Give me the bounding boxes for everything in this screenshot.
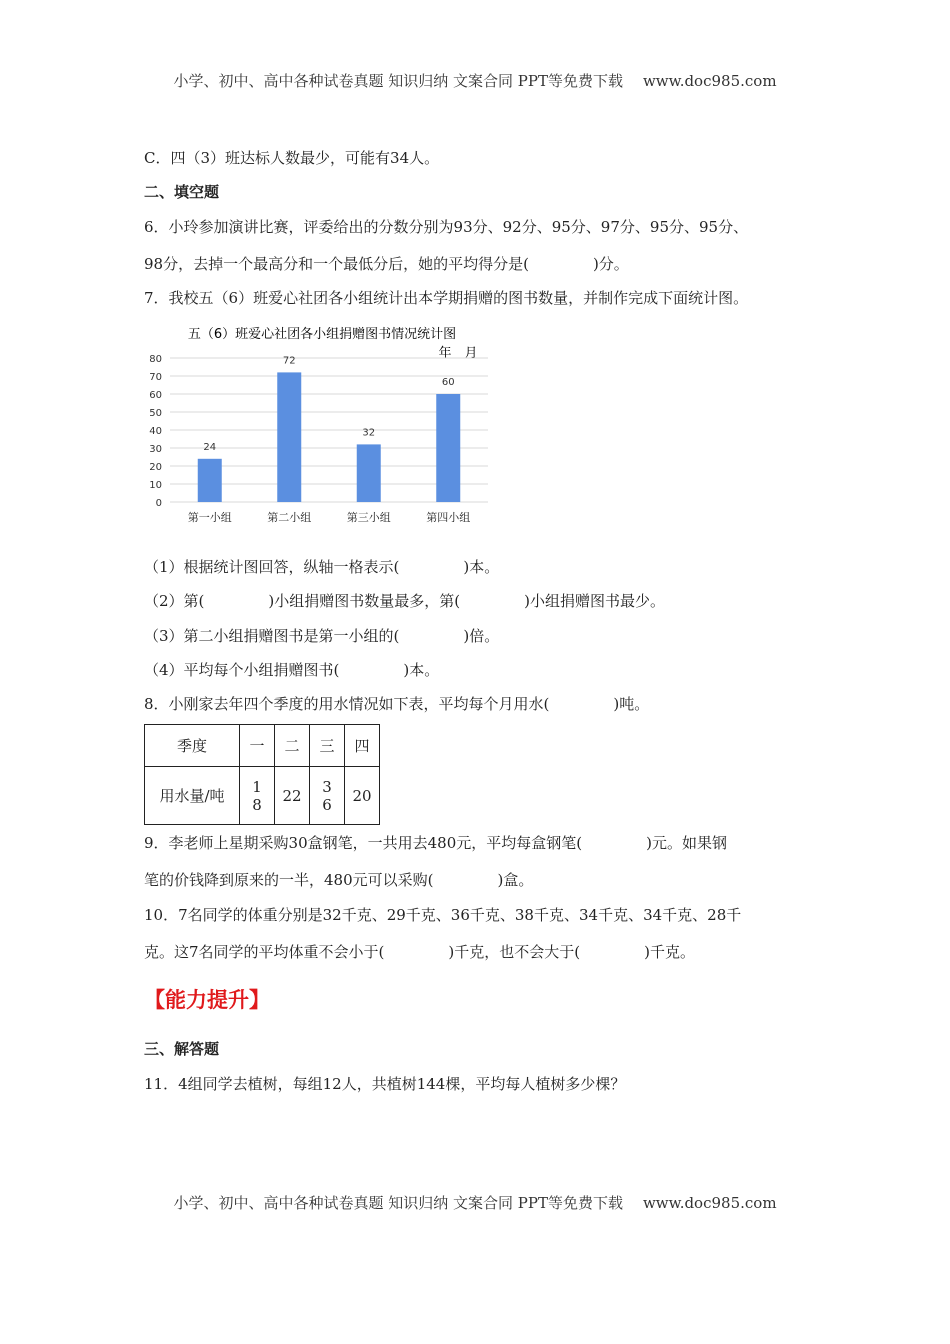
question-9: 9．李老师上星期采购30盒钢笔，一共用去480元，平均每盒钢笔( )元。如果钢 [144, 834, 727, 852]
table-cell: 3 6 [310, 767, 345, 825]
data-label: 72 [282, 355, 296, 367]
question-7-4: （4）平均每个小组捐赠图书( )本。 [144, 661, 440, 679]
y-tick-label: 80 [149, 354, 162, 365]
ability-heading: 【能力提升】 [144, 988, 270, 1012]
y-tick-label: 40 [149, 426, 162, 437]
bar [277, 372, 301, 502]
chart-title: 五（6）班爱心社团各小组捐赠图书情况统计图 [187, 327, 457, 342]
data-label: 60 [441, 377, 455, 388]
question-7: 7．我校五（6）班爱心社团各小组统计出本学期捐赠的图书数量，并制作完成下面统计图。 [144, 289, 749, 307]
question-8: 8．小刚家去年四个季度的用水情况如下表，平均每个月用水( )吨。 [144, 695, 650, 713]
footer-url[interactable]: www.doc985.com [642, 1194, 777, 1212]
y-tick-label: 50 [149, 408, 162, 419]
y-tick-label: 30 [149, 444, 162, 455]
header-text: 小学、初中、高中各种试卷真题 知识归纳 文案合同 PPT等免费下载 [173, 72, 623, 90]
table-header: 四 [345, 725, 380, 767]
bar [357, 444, 381, 502]
chart-subtitle: 年 月 [438, 346, 478, 361]
y-tick-label: 60 [149, 390, 162, 401]
y-tick-label: 0 [155, 498, 162, 509]
question-7-1: （1）根据统计图回答，纵轴一格表示( )本。 [144, 558, 500, 576]
section-title: 三、解答题 [144, 1040, 220, 1058]
question-6: 6．小玲参加演讲比赛，评委给出的分数分别为93分、92分、95分、97分、95分、95分、 [144, 218, 749, 236]
page-footer [0, 1192, 950, 1213]
bar-chart [140, 320, 500, 530]
x-tick-label: 第三小组 [346, 511, 391, 524]
y-tick-label: 10 [149, 480, 162, 491]
question-7-2: （2）第( )小组捐赠图书数量最多，第( )小组捐赠图书最少。 [144, 592, 665, 610]
y-tick-label: 20 [149, 462, 162, 473]
question-9-cont: 笔的价钱降到原来的一半，480元可以采购( )盒。 [144, 871, 534, 889]
table-header: 二 [275, 725, 310, 767]
bar [198, 459, 222, 502]
table-cell: 1 8 [240, 767, 275, 825]
x-tick-label: 第二小组 [267, 511, 312, 524]
question-11: 11．4组同学去植树，每组12人，共植树144棵，平均每人植树多少棵？ [144, 1075, 626, 1093]
option-c: C．四（3）班达标人数最少，可能有34人。 [144, 149, 440, 167]
bar [436, 394, 460, 502]
x-tick-label: 第一小组 [187, 511, 232, 524]
question-10: 10．7名同学的体重分别是32千克、29千克、36千克、38千克、34千克、34千克、28千 [144, 906, 742, 924]
question-6-cont: 98分，去掉一个最高分和一个最低分后，她的平均得分是( )分。 [144, 255, 629, 273]
table-header: 一 [240, 725, 275, 767]
data-label: 32 [362, 427, 376, 439]
footer-text: 小学、初中、高中各种试卷真题 知识归纳 文案合同 PPT等免费下载 [173, 1194, 623, 1212]
header-url[interactable]: www.doc985.com [642, 72, 777, 90]
y-tick-label: 70 [149, 372, 162, 383]
water-usage-table [144, 724, 380, 825]
table-header: 三 [310, 725, 345, 767]
question-7-3: （3）第二小组捐赠图书是第一小组的( )倍。 [144, 627, 500, 645]
question-10-cont: 克。这7名同学的平均体重不会小于( )千克，也不会大于( )千克。 [144, 943, 695, 961]
x-tick-label: 第四小组 [426, 511, 471, 524]
table-header: 季度 [145, 725, 240, 767]
data-label: 24 [203, 441, 217, 453]
page-header [0, 70, 950, 91]
table-cell: 20 [345, 767, 380, 825]
section-title: 二、填空题 [144, 183, 220, 201]
table-row-label: 用水量/吨 [145, 767, 240, 825]
table-cell: 22 [275, 767, 310, 825]
